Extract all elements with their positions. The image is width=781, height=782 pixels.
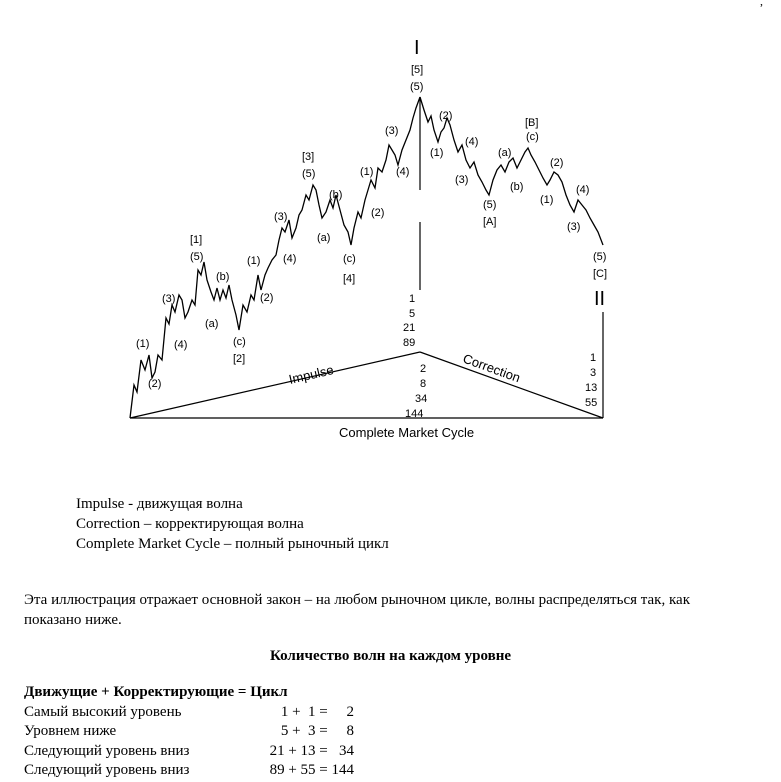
correction-count: 13 [585, 382, 598, 394]
total-count: 144 [405, 408, 424, 420]
wave-label: (c) [233, 336, 246, 348]
wave-label: [A] [483, 216, 497, 228]
legend-correction: Correction – корректирующая волна [76, 516, 304, 532]
wave-label: (4) [465, 136, 479, 148]
wave-label: (2) [148, 378, 162, 390]
correction-count: 55 [585, 397, 598, 409]
wave-label: (5) [483, 199, 497, 211]
impulse-count: 5 [409, 308, 416, 320]
impulse-label: Impulse [287, 362, 336, 387]
wave-label: (5) [190, 251, 204, 263]
wave-label: (b) [510, 181, 524, 193]
wave-label: [B] [525, 117, 539, 129]
table-row [24, 742, 354, 762]
wave-label: (5) [302, 168, 316, 180]
wave-label: (1) [540, 194, 554, 206]
wave-label: (5) [410, 81, 424, 93]
wave-label: (1) [430, 147, 444, 159]
row-label: Следующий уровень вниз [24, 762, 190, 778]
wave-label: (2) [260, 292, 274, 304]
row-formula: 5 + 3 = 8 [280, 723, 354, 739]
table-row [24, 761, 354, 781]
wave-label: (2) [550, 157, 564, 169]
wave-count-table [24, 683, 354, 781]
wave-label: (c) [343, 253, 356, 265]
wave-label: (3) [567, 221, 581, 233]
correction-count: 1 [590, 352, 597, 364]
row-formula: 89 + 55 = 144 [269, 762, 354, 778]
row-label: Следующий уровень вниз [24, 742, 190, 759]
total-count: 8 [420, 378, 427, 390]
impulse-line [130, 352, 420, 418]
legend-impulse: Impulse - движущая волна [76, 496, 243, 512]
wave-label: [C] [593, 268, 608, 280]
page-corner-mark: , [760, 0, 763, 8]
legend [76, 494, 389, 554]
wave-label: (4) [174, 339, 188, 351]
wave-label: (4) [283, 253, 297, 265]
wave-label: (b) [216, 271, 230, 283]
impulse-count: 21 [403, 322, 416, 334]
paragraph-text: Эта иллюстрация отражает основной закон – на любом рыночном цикле, волны распределяться так, как показано ниже. [24, 592, 690, 628]
wave-label: (a) [498, 147, 512, 159]
total-count: 2 [420, 363, 427, 375]
wave-label: [3] [302, 151, 315, 163]
wave-label: (5) [593, 251, 607, 263]
legend-complete-cycle: Complete Market Cycle – полный рыночный цикл [76, 536, 389, 552]
correction-label: Correction [460, 350, 523, 386]
wave-label: (a) [205, 318, 219, 330]
table-row [24, 722, 354, 742]
wave-label: (a) [317, 232, 331, 244]
table-header: Движущие + Корректирующие = Цикл [24, 684, 288, 700]
wave-label: (4) [576, 184, 590, 196]
wave-label: [1] [190, 234, 203, 246]
table-title: Количество волн на каждом уровне [270, 648, 511, 664]
impulse-count: 1 [409, 293, 416, 305]
degree-label-top: I [414, 37, 420, 59]
row-label: Уровнем ниже [24, 723, 117, 739]
wave-path-impulse [130, 97, 420, 418]
wave-label: [4] [343, 273, 356, 285]
total-count: 34 [415, 393, 428, 405]
wave-label: (3) [274, 211, 288, 223]
correction-line [420, 352, 603, 418]
wave-label: (3) [455, 174, 469, 186]
wave-label: (4) [396, 166, 410, 178]
impulse-count: 89 [403, 337, 416, 349]
wave-label: (2) [371, 207, 385, 219]
row-formula: 21 + 13 = 34 [269, 742, 354, 759]
wave-label: (3) [385, 125, 399, 137]
wave-label: (1) [136, 338, 150, 350]
correction-count: 3 [590, 367, 597, 379]
wave-label: (2) [439, 110, 453, 122]
wave-label: [2] [233, 353, 246, 365]
row-formula: 1 + 1 = 2 [280, 703, 354, 720]
explanation-paragraph [24, 590, 690, 630]
row-label: Самый высокий уровень [24, 703, 182, 720]
wave-label: (1) [247, 255, 261, 267]
wave-label: (c) [526, 131, 539, 143]
degree-label-end: II [594, 288, 606, 310]
wave-label: (b) [329, 189, 343, 201]
wave-label: [5] [411, 64, 424, 76]
wave-label: (1) [360, 166, 374, 178]
table-row [24, 703, 354, 723]
wave-label: (3) [162, 293, 176, 305]
complete-cycle-label: Complete Market Cycle [339, 425, 475, 440]
